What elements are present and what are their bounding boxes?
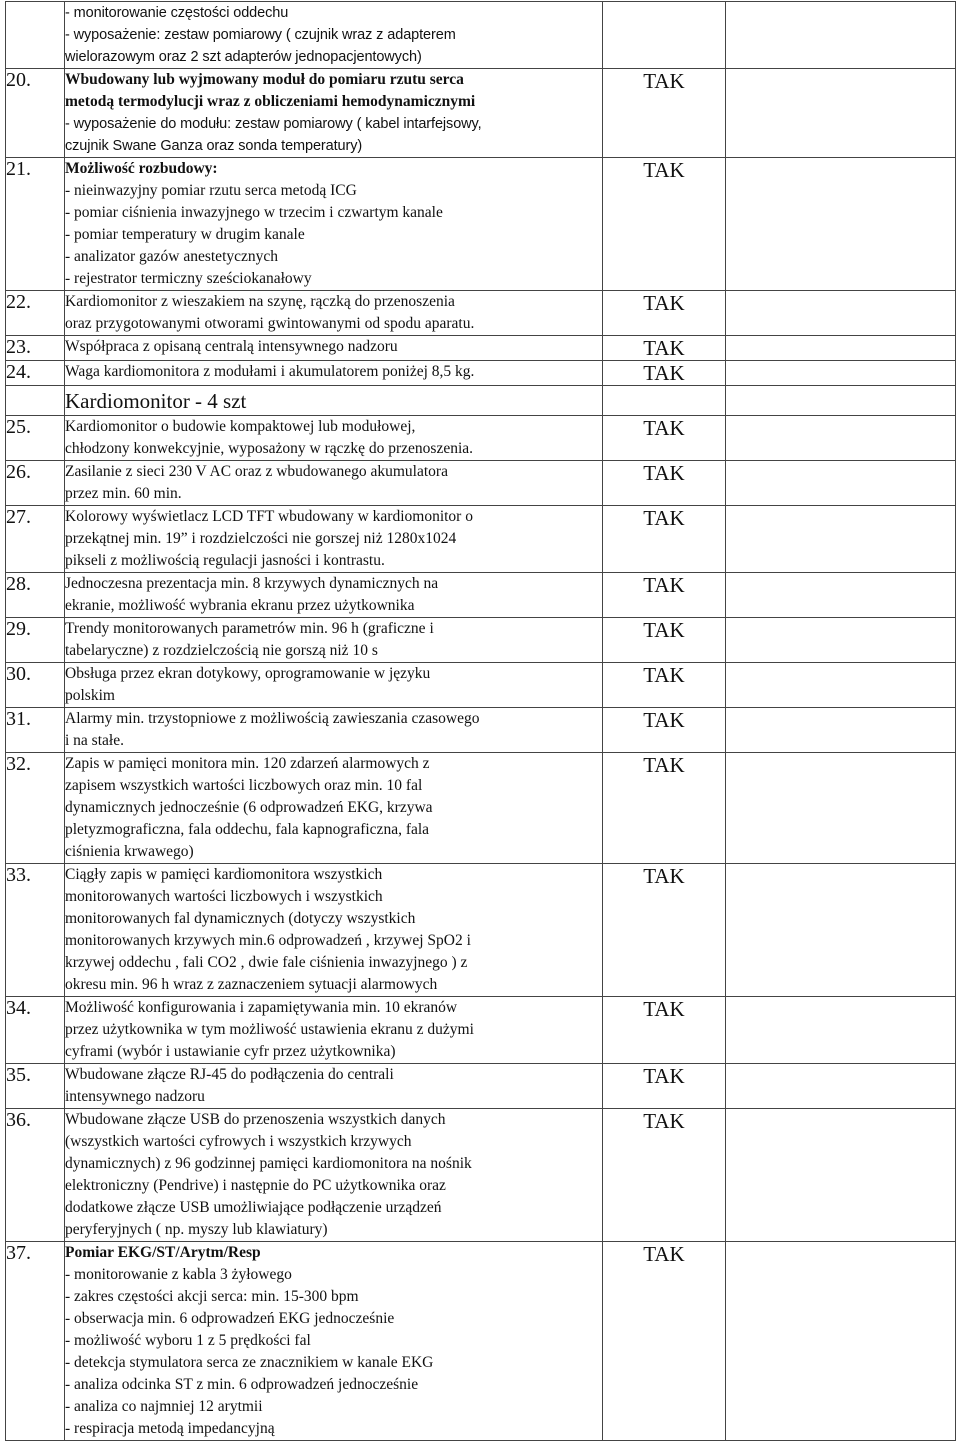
table-row <box>6 416 956 461</box>
description-line: krzywej oddechu , fali CO2 , dwie fale ciśnienia inwazyjnego ) z <box>65 954 468 971</box>
row-number: 20. <box>6 69 65 158</box>
description-line: - zakres częstości akcji serca: min. 15-300 bpm <box>65 1288 359 1305</box>
required-value: TAK <box>603 336 726 361</box>
description-line: cyframi (wybór i ustawianie cyfr przez użytkownika) <box>65 1043 396 1060</box>
offered-value-cell <box>726 69 956 158</box>
offered-value-cell <box>726 158 956 291</box>
required-value: TAK <box>603 753 726 864</box>
offered-value-cell <box>726 386 956 416</box>
description-line: elektroniczny (Pendrive) i następnie do PC użytkownika oraz <box>65 1177 446 1194</box>
table-row <box>6 573 956 618</box>
description-line: Możliwość konfigurowania i zapamiętywania min. 10 ekranów <box>65 999 458 1016</box>
description-line: przekątnej min. 19” i rozdzielczości nie gorszej niż 1280x1024 <box>65 530 457 547</box>
required-value: TAK <box>603 997 726 1064</box>
row-number: 31. <box>6 708 65 753</box>
table-row <box>6 618 956 663</box>
description-line: Możliwość rozbudowy: <box>65 160 218 177</box>
row-number: 29. <box>6 618 65 663</box>
row-description <box>65 663 603 708</box>
table-row <box>6 2 956 69</box>
description-line: i na stałe. <box>65 732 124 749</box>
row-description <box>65 506 603 573</box>
description-line: - monitorowanie z kabla 3 żyłowego <box>65 1266 292 1283</box>
description-line: - pomiar ciśnienia inwazyjnego w trzecim i czwartym kanale <box>65 204 443 221</box>
offered-value-cell <box>726 618 956 663</box>
required-value: TAK <box>603 618 726 663</box>
required-value: TAK <box>603 506 726 573</box>
description-line: - możliwość wyboru 1 z 5 prędkości fal <box>65 1332 311 1349</box>
row-description <box>65 864 603 997</box>
description-line: wielorazowym oraz 2 szt adapterów jednopacjentowych) <box>65 49 422 65</box>
row-description <box>65 573 603 618</box>
description-line: dodatkowe złącze USB umożliwiające podłączenie urządzeń <box>65 1199 442 1216</box>
description-line: przez użytkownika w tym możliwość ustawienia ekranu z dużymi <box>65 1021 474 1038</box>
required-value: TAK <box>603 291 726 336</box>
description-line: - monitorowanie częstości oddechu <box>65 5 289 21</box>
row-number: 33. <box>6 864 65 997</box>
required-value: TAK <box>603 69 726 158</box>
offered-value-cell <box>726 753 956 864</box>
row-description <box>65 1064 603 1109</box>
description-line: Zapis w pamięci monitora min. 120 zdarzeń alarmowych z <box>65 755 430 772</box>
description-line: Ciągły zapis w pamięci kardiomonitora wszystkich <box>65 866 383 883</box>
row-description <box>65 158 603 291</box>
description-line: - nieinwazyjny pomiar rzutu serca metodą ICG <box>65 182 357 199</box>
description-line: Pomiar EKG/ST/Arytm/Resp <box>65 1244 261 1261</box>
description-line: ciśnienia krwawego) <box>65 843 194 860</box>
row-description <box>65 386 603 416</box>
table-body <box>6 2 956 1441</box>
required-value: TAK <box>603 461 726 506</box>
required-value <box>603 386 726 416</box>
description-line: monitorowanych fal dynamicznych (dotyczy wszystkich <box>65 910 416 927</box>
table-row <box>6 69 956 158</box>
row-description <box>65 416 603 461</box>
offered-value-cell <box>726 461 956 506</box>
offered-value-cell <box>726 1109 956 1242</box>
required-value: TAK <box>603 158 726 291</box>
offered-value-cell <box>726 573 956 618</box>
table-row <box>6 864 956 997</box>
description-line: Wbudowane złącze RJ-45 do podłączenia do centrali <box>65 1066 394 1083</box>
description-line: ekranie, możliwość wybrania ekranu przez użytkownika <box>65 597 415 614</box>
offered-value-cell <box>726 708 956 753</box>
table-row <box>6 336 956 361</box>
required-value: TAK <box>603 573 726 618</box>
row-description <box>65 997 603 1064</box>
offered-value-cell <box>726 2 956 69</box>
description-line: Obsługa przez ekran dotykowy, oprogramowanie w języku <box>65 665 431 682</box>
description-line: - detekcja stymulatora serca ze znacznikiem w kanale EKG <box>65 1354 434 1371</box>
row-number: 21. <box>6 158 65 291</box>
description-line: - obserwacja min. 6 odprowadzeń EKG jednocześnie <box>65 1310 395 1327</box>
table-row <box>6 708 956 753</box>
description-line: - wyposażenie: zestaw pomiarowy ( czujnik wraz z adapterem <box>65 27 456 43</box>
description-line: okresu min. 96 h wraz z zaznaczeniem sytuacji alarmowych <box>65 976 438 993</box>
section-heading: Kardiomonitor - 4 szt <box>65 389 247 413</box>
row-description <box>65 753 603 864</box>
description-line: peryferyjnych ( np. myszy lub klawiatury) <box>65 1221 328 1238</box>
description-line: - pomiar temperatury w drugim kanale <box>65 226 305 243</box>
row-number <box>6 2 65 69</box>
row-number: 25. <box>6 416 65 461</box>
row-number: 28. <box>6 573 65 618</box>
row-description <box>65 1109 603 1242</box>
offered-value-cell <box>726 1242 956 1441</box>
row-number: 22. <box>6 291 65 336</box>
table-row <box>6 997 956 1064</box>
table-row <box>6 386 956 416</box>
offered-value-cell <box>726 506 956 573</box>
row-description <box>65 708 603 753</box>
description-line: chłodzony konwekcyjnie, wyposażony w rączkę do przenoszenia. <box>65 440 474 457</box>
required-value: TAK <box>603 864 726 997</box>
description-line: czujnik Swane Ganza oraz sonda temperatury) <box>65 138 363 154</box>
offered-value-cell <box>726 663 956 708</box>
row-number: 27. <box>6 506 65 573</box>
description-line: - wyposażenie do modułu: zestaw pomiarowy ( kabel intarfejsowy, <box>65 116 482 132</box>
row-number: 23. <box>6 336 65 361</box>
description-line: dynamicznych) z 96 godzinnej pamięci kardiomonitora na nośnik <box>65 1155 472 1172</box>
offered-value-cell <box>726 291 956 336</box>
row-description <box>65 291 603 336</box>
description-line: Wbudowany lub wyjmowany moduł do pomiaru rzutu serca <box>65 71 464 88</box>
description-line: Wbudowane złącze USB do przenoszenia wszystkich danych <box>65 1111 446 1128</box>
description-line: monitorowanych krzywych min.6 odprowadzeń , krzywej SpO2 i <box>65 932 471 949</box>
description-line: - rejestrator termiczny sześciokanałowy <box>65 270 312 287</box>
description-line: pletyzmograficzna, fala oddechu, fala kapnograficzna, fala <box>65 821 430 838</box>
description-line: Współpraca z opisaną centralą intensywnego nadzoru <box>65 338 398 355</box>
offered-value-cell <box>726 361 956 386</box>
table-row <box>6 1109 956 1242</box>
row-number: 36. <box>6 1109 65 1242</box>
description-line: Waga kardiomonitora z modułami i akumulatorem poniżej 8,5 kg. <box>65 363 475 380</box>
required-value: TAK <box>603 708 726 753</box>
required-value: TAK <box>603 663 726 708</box>
table-row <box>6 361 956 386</box>
row-description <box>65 1242 603 1441</box>
row-number <box>6 386 65 416</box>
row-number: 34. <box>6 997 65 1064</box>
table-row <box>6 506 956 573</box>
offered-value-cell <box>726 1064 956 1109</box>
table-row <box>6 663 956 708</box>
table-row <box>6 1242 956 1441</box>
description-line: przez min. 60 min. <box>65 485 182 502</box>
required-value: TAK <box>603 416 726 461</box>
description-line: intensywnego nadzoru <box>65 1088 205 1105</box>
offered-value-cell <box>726 416 956 461</box>
description-line: Jednoczesna prezentacja min. 8 krzywych dynamicznych na <box>65 575 439 592</box>
offered-value-cell <box>726 336 956 361</box>
row-description <box>65 2 603 69</box>
description-line: metodą termodylucji wraz z obliczeniami hemodynamicznymi <box>65 93 476 110</box>
description-line: monitorowanych wartości liczbowych i wszystkich <box>65 888 383 905</box>
row-number: 24. <box>6 361 65 386</box>
table-row <box>6 291 956 336</box>
row-description <box>65 461 603 506</box>
row-number: 32. <box>6 753 65 864</box>
description-line: Kardiomonitor o budowie kompaktowej lub modułowej, <box>65 418 416 435</box>
description-line: dynamicznych jednocześnie (6 odprowadzeń EKG, krzywa <box>65 799 433 816</box>
row-description <box>65 618 603 663</box>
description-line: Zasilanie z sieci 230 V AC oraz z wbudowanego akumulatora <box>65 463 448 480</box>
required-value <box>603 2 726 69</box>
row-number: 37. <box>6 1242 65 1441</box>
required-value: TAK <box>603 1064 726 1109</box>
table-row <box>6 753 956 864</box>
row-description <box>65 69 603 158</box>
description-line: polskim <box>65 687 115 704</box>
description-line: Trendy monitorowanych parametrów min. 96 h (graficzne i <box>65 620 434 637</box>
row-description <box>65 336 603 361</box>
row-number: 35. <box>6 1064 65 1109</box>
required-value: TAK <box>603 361 726 386</box>
required-value: TAK <box>603 1242 726 1441</box>
table-row <box>6 1064 956 1109</box>
specification-table <box>5 1 956 1441</box>
description-line: Kardiomonitor z wieszakiem na szynę, rączką do przenoszenia <box>65 293 455 310</box>
description-line: - analiza co najmniej 12 arytmii <box>65 1398 263 1415</box>
description-line: - analiza odcinka ST z min. 6 odprowadzeń jednocześnie <box>65 1376 419 1393</box>
offered-value-cell <box>726 864 956 997</box>
description-line: - analizator gazów anestetycznych <box>65 248 279 265</box>
table-row <box>6 461 956 506</box>
description-line: tabelaryczne) z rozdzielczością nie gorszą niż 10 s <box>65 642 378 659</box>
offered-value-cell <box>726 997 956 1064</box>
row-number: 26. <box>6 461 65 506</box>
row-description <box>65 361 603 386</box>
description-line: (wszystkich wartości cyfrowych i wszystkich krzywych <box>65 1133 412 1150</box>
description-line: - respiracja metodą impedancyjną <box>65 1420 275 1437</box>
description-line: Kolorowy wyświetlacz LCD TFT wbudowany w kardiomonitor o <box>65 508 473 525</box>
description-line: pikseli z możliwością regulacji jasności i kontrastu. <box>65 552 385 569</box>
description-line: Alarmy min. trzystopniowe z możliwością zawieszania czasowego <box>65 710 480 727</box>
description-line: zapisem wszystkich wartości liczbowych oraz min. 10 fal <box>65 777 423 794</box>
table-row <box>6 158 956 291</box>
required-value: TAK <box>603 1109 726 1242</box>
description-line: oraz przygotowanymi otworami gwintowanymi od spodu aparatu. <box>65 315 475 332</box>
row-number: 30. <box>6 663 65 708</box>
